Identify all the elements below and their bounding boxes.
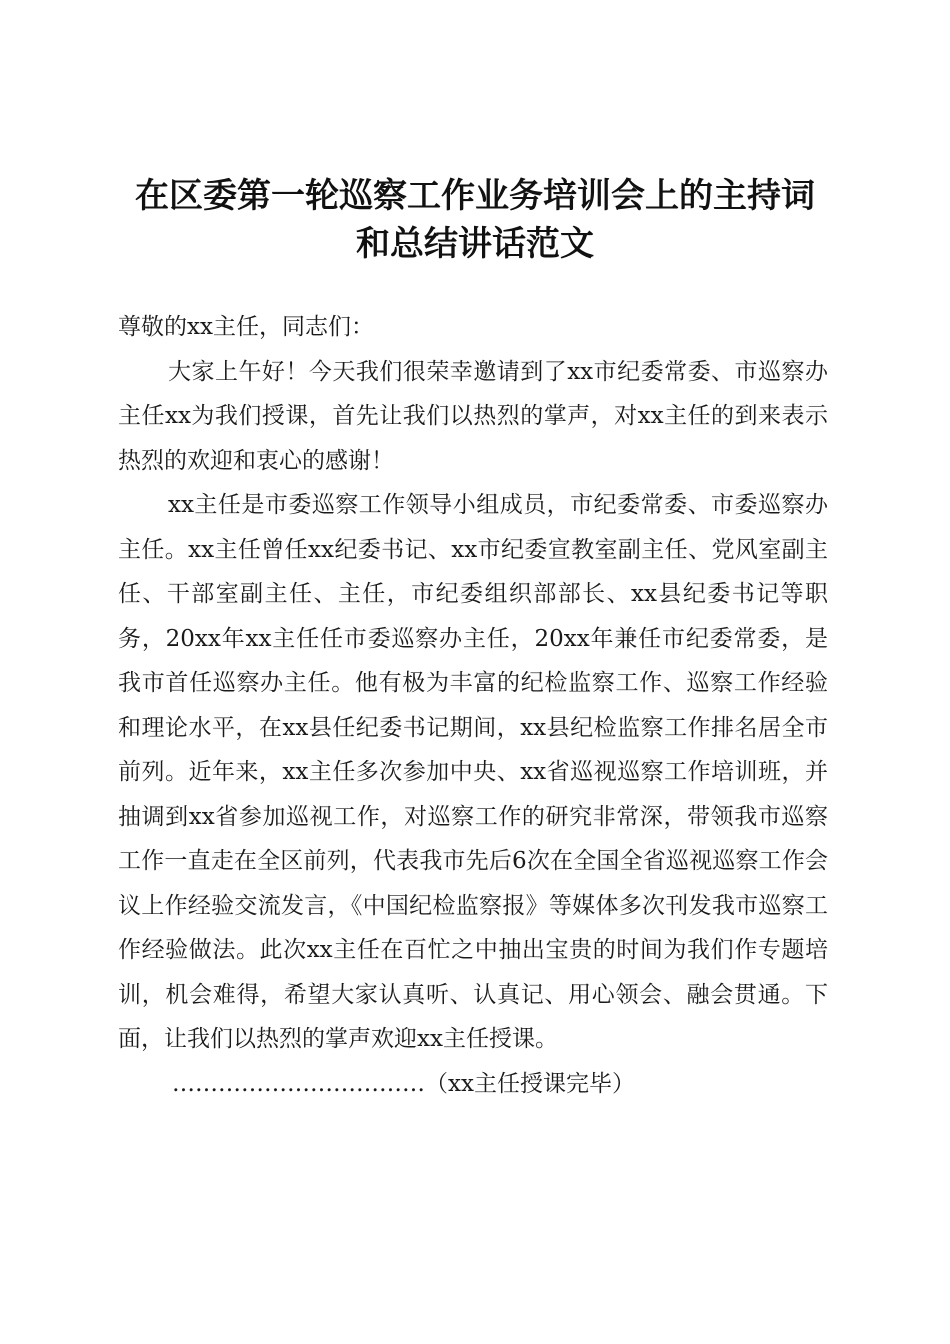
document-body: [118, 305, 828, 1106]
paragraph-introduction: xx主任是市委巡察工作领导小组成员，市纪委常委、市委巡察办主任。xx主任曾任xx纪委书记、xx市纪委宣教室副主任、党风室副主任、干部室副主任、主任，市纪委组织部部长、xx县纪委书记等职务，20xx年xx主任任市委巡察办主任，20xx年兼任市纪委常委，是我市首任巡察办主任。他有极为丰富的纪检监察工作、巡察工作经验和理论水平，在xx县任纪委书记期间，xx县纪检监察工作排名居全市前列。近年来，xx主任多次参加中央、xx省巡视巡察工作培训班，并抽调到xx省参加巡视工作，对巡察工作的研究非常深，带领我市巡察工作一直走在全区前列，代表我市先后6次在全国全省巡视巡察工作会议上作经验交流发言，《中国纪检监察报》等媒体多次刊发我市巡察工作经验做法。此次xx主任在百忙之中抽出宝贵的时间为我们作专题培训，机会难得，希望大家认真听、认真记、用心领会、融会贯通。下面，让我们以热烈的掌声欢迎xx主任授课。: [118, 492, 828, 1052]
title-line-2: 和总结讲话范文: [356, 224, 594, 264]
title-line-1: 在区委第一轮巡察工作业务培训会上的主持词: [135, 176, 815, 216]
salutation: 尊敬的xx主任，同志们：: [118, 314, 374, 340]
closing-note: ……………………………（xx主任授课完毕）: [172, 1070, 635, 1097]
paragraph-greeting: 大家上午好！今天我们很荣幸邀请到了xx市纪委常委、市巡察办主任xx为我们授课，首先让我们以热烈的掌声，对xx主任的到来表示热烈的欢迎和衷心的感谢！: [118, 358, 828, 474]
document-title: [80, 172, 870, 268]
